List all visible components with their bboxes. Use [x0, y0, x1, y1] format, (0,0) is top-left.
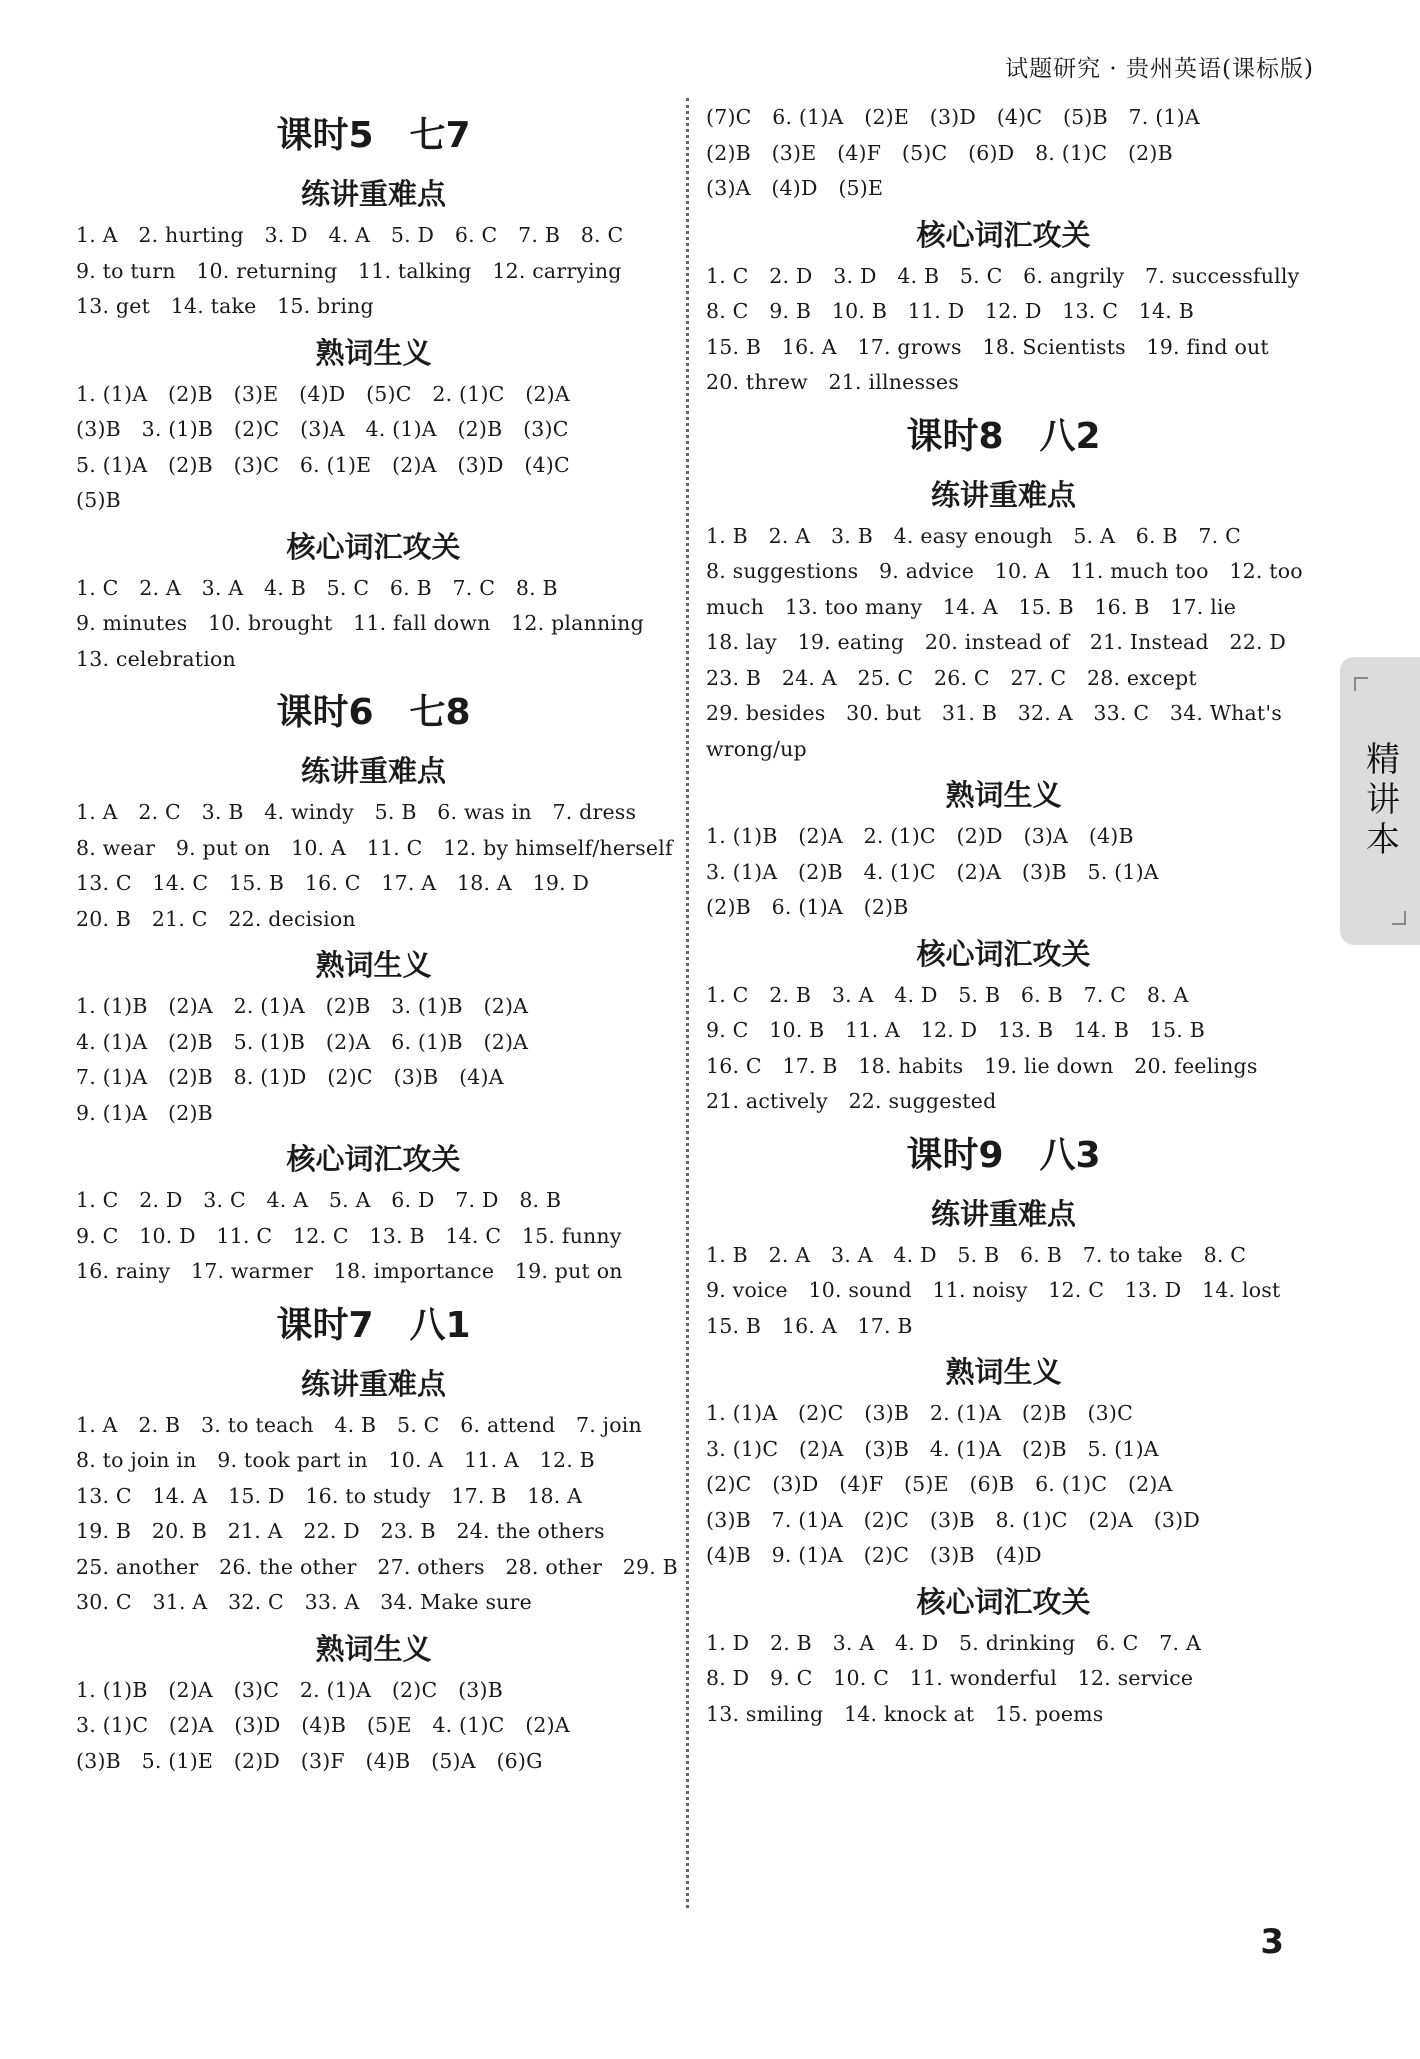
answer-line: 9. C 10. B 11. A 12. D 13. B 14. B 15. B [706, 1018, 1205, 1042]
answer-line: 30. C 31. A 32. C 33. A 34. Make sure [76, 1590, 532, 1614]
page-header: 试题研究 · 贵州英语(课标版) [1005, 56, 1314, 82]
lesson-title: 课时5 七7 [276, 115, 471, 156]
answer-line: 9. (1)A (2)B [76, 1100, 213, 1125]
lesson-title: 课时9 八3 [906, 1134, 1101, 1176]
answer-line: 1. (1)A (2)B (3)E (4)D (5)C 2. (1)C (2)A [76, 381, 570, 406]
side-tab [1340, 657, 1420, 945]
answer-line: 23. B 24. A 25. C 26. C 27. C 28. except [706, 665, 1197, 690]
answer-line: 1. A 2. hurting 3. D 4. A 5. D 6. C 7. B 8. C [76, 223, 624, 247]
section-heading: 练讲重难点 [300, 177, 446, 211]
answer-line: (7)C 6. (1)A (2)E (3)D (4)C (5)B 7. (1)A [706, 105, 1200, 129]
answer-line: 9. C 10. D 11. C 12. C 13. B 14. C 15. funny [76, 1223, 622, 1248]
section-heading: 练讲重难点 [300, 1366, 446, 1401]
answer-line: 1. A 2. B 3. to teach 4. B 5. C 6. attend 7. join [76, 1412, 642, 1437]
section-heading: 练讲重难点 [930, 1196, 1076, 1231]
answer-line: 13. celebration [76, 646, 236, 671]
right-column [706, 100, 1301, 1732]
answer-line: (5)B [76, 488, 121, 512]
answer-line: (3)B 3. (1)B (2)C (3)A 4. (1)A (2)B (3)C [76, 417, 569, 441]
answer-line: (2)B (3)E (4)F (5)C (6)D 8. (1)C (2)B [706, 140, 1173, 165]
section-heading: 练讲重难点 [930, 477, 1076, 512]
bracket-decoration [1392, 911, 1406, 925]
column-divider [686, 98, 689, 1908]
answer-line: 16. C 17. B 18. habits 19. lie down 20. feelings [706, 1053, 1258, 1078]
side-tab-label: 精讲本 [1359, 741, 1400, 861]
answer-line: 1. A 2. C 3. B 4. windy 5. B 6. was in 7. dress [76, 800, 637, 824]
answer-line: 1. (1)B (2)A (3)C 2. (1)A (2)C (3)B [76, 1677, 503, 1702]
answer-line: 1. B 2. A 3. B 4. easy enough 5. A 6. B 7. C [706, 523, 1241, 548]
answer-line: 8. wear 9. put on 10. A 11. C 12. by himself/herself [76, 835, 673, 860]
section-heading: 核心词汇攻关 [286, 529, 461, 564]
answer-line: 20. threw 21. illnesses [706, 370, 959, 394]
answer-line: 13. smiling 14. knock at 15. poems [706, 1701, 1104, 1726]
section-heading: 熟词生义 [945, 778, 1062, 812]
answer-line: 4. (1)A (2)B 5. (1)B (2)A 6. (1)B (2)A [76, 1029, 529, 1054]
section-heading: 熟词生义 [315, 335, 432, 370]
answer-line: 1. D 2. B 3. A 4. D 5. drinking 6. C 7. A [706, 1630, 1201, 1655]
section-heading: 核心词汇攻关 [916, 1584, 1091, 1619]
lesson-title: 课时8 八2 [906, 415, 1101, 457]
answer-line: (3)B 7. (1)A (2)C (3)B 8. (1)C (2)A (3)D [706, 1507, 1200, 1532]
answer-line: 9. minutes 10. brought 11. fall down 12. planning [76, 611, 644, 635]
answer-line: 9. voice 10. sound 11. noisy 12. C 13. D 14. lost [706, 1278, 1281, 1302]
answer-line: 13. C 14. A 15. D 16. to study 17. B 18. A [76, 1483, 583, 1508]
answer-line: 1. C 2. D 3. C 4. A 5. A 6. D 7. D 8. B [76, 1188, 562, 1212]
answer-line: 3. (1)C (2)A (3)D (4)B (5)E 4. (1)C (2)A [76, 1713, 570, 1737]
answer-line: 9. to turn 10. returning 11. talking 12. carrying [76, 258, 622, 283]
answer-line: wrong/up [706, 736, 807, 761]
answer-line: (3)B 5. (1)E (2)D (3)F (4)B (5)A (6)G [76, 1748, 543, 1773]
section-heading: 熟词生义 [315, 1631, 432, 1666]
answer-line: 8. C 9. B 10. B 11. D 12. D 13. C 14. B [706, 299, 1194, 323]
lesson-title: 课时6 七8 [276, 692, 471, 733]
answer-line: 1. (1)B (2)A 2. (1)C (2)D (3)A (4)B [706, 824, 1134, 848]
lesson-title: 课时7 八1 [276, 1304, 471, 1346]
answer-line: 1. C 2. B 3. A 4. D 5. B 6. B 7. C 8. A [706, 982, 1189, 1007]
section-heading: 核心词汇攻关 [916, 217, 1091, 252]
section-heading: 核心词汇攻关 [916, 936, 1091, 971]
answer-line: 21. actively 22. suggested [706, 1089, 997, 1113]
answer-line: 1. B 2. A 3. A 4. D 5. B 6. B 7. to take 8. C [706, 1242, 1247, 1267]
answer-line: 15. B 16. A 17. grows 18. Scientists 19. find out [706, 334, 1269, 359]
answer-line: 13. get 14. take 15. bring [76, 294, 374, 318]
answer-line: 1. C 2. A 3. A 4. B 5. C 6. B 7. C 8. B [76, 575, 558, 600]
answer-line: 25. another 26. the other 27. others 28. other 29. B [76, 1554, 678, 1579]
answer-line: (3)A (4)D (5)E [706, 176, 884, 200]
answer-line: 3. (1)C (2)A (3)B 4. (1)A (2)B 5. (1)A [706, 1436, 1159, 1461]
answer-line: 18. lay 19. eating 20. instead of 21. Instead 22. D [706, 630, 1287, 654]
answer-line: (2)C (3)D (4)F (5)E (6)B 6. (1)C (2)A [706, 1472, 1173, 1496]
answer-line: 29. besides 30. but 31. B 32. A 33. C 34. What's [706, 701, 1282, 725]
answer-line: 1. (1)A (2)C (3)B 2. (1)A (2)B (3)C [706, 1401, 1133, 1425]
section-heading: 核心词汇攻关 [286, 1142, 461, 1176]
answer-line: 3. (1)A (2)B 4. (1)C (2)A (3)B 5. (1)A [706, 859, 1159, 884]
answer-line: 15. B 16. A 17. B [706, 1313, 913, 1338]
answer-line: (4)B 9. (1)A (2)C (3)B (4)D [706, 1543, 1042, 1567]
answer-line: 16. rainy 17. warmer 18. importance 19. put on [76, 1259, 623, 1283]
answer-line: 13. C 14. C 15. B 16. C 17. A 18. A 19. D [76, 871, 590, 895]
answer-line: 5. (1)A (2)B (3)C 6. (1)E (2)A (3)D (4)C [76, 452, 570, 477]
page-number: 3 [1260, 1922, 1284, 1962]
answer-line: 8. to join in 9. took part in 10. A 11. A 12. B [76, 1448, 595, 1472]
answer-line: much 13. too many 14. A 15. B 16. B 17. lie [706, 594, 1237, 619]
answer-line: 1. C 2. D 3. D 4. B 5. C 6. angrily 7. successfully [706, 263, 1300, 288]
answer-line: 1. (1)B (2)A 2. (1)A (2)B 3. (1)B (2)A [76, 994, 529, 1018]
left-column [76, 100, 678, 1779]
answer-line: 8. suggestions 9. advice 10. A 11. much too 12. too [706, 559, 1303, 583]
answer-line: 8. D 9. C 10. C 11. wonderful 12. service [706, 1666, 1194, 1690]
bracket-decoration [1354, 677, 1368, 691]
answer-line: 19. B 20. B 21. A 22. D 23. B 24. the others [76, 1519, 605, 1543]
answer-line: 7. (1)A (2)B 8. (1)D (2)C (3)B (4)A [76, 1065, 504, 1089]
answer-line: 20. B 21. C 22. decision [76, 906, 356, 931]
answer-line: (2)B 6. (1)A (2)B [706, 895, 909, 919]
section-heading: 熟词生义 [315, 948, 432, 982]
section-heading: 练讲重难点 [300, 754, 446, 788]
section-heading: 熟词生义 [945, 1355, 1062, 1389]
